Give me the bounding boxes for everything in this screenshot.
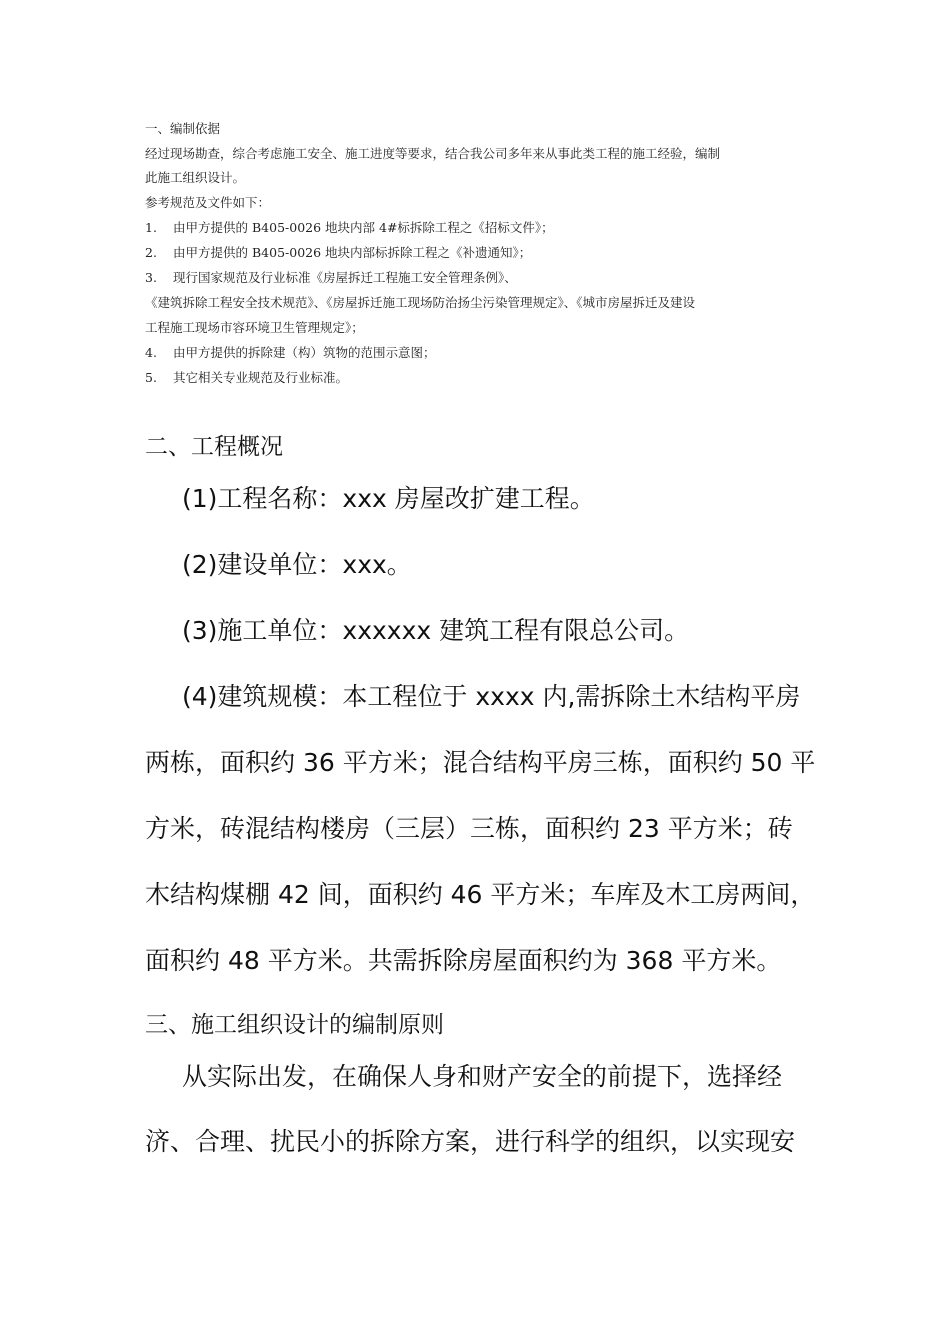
section1-para-line2: 此施工组织设计。 — [145, 170, 246, 185]
ref-item-1 — [145, 216, 820, 240]
ref-item-number: 4. — [145, 345, 157, 360]
section1-heading: 一、编制依据 — [145, 121, 221, 136]
ref-item-number: 5. — [145, 370, 157, 385]
section3-line2: 济、合理、扰民小的拆除方案，进行科学的组织，以实现安 — [145, 1127, 796, 1156]
section2-line2: (2)建设单位：xxx。 — [182, 550, 412, 579]
ref-item-3 — [145, 266, 820, 290]
section2-heading: 二、工程概况 — [145, 434, 283, 460]
ref-item-2 — [145, 241, 820, 265]
section2-line1: (1)工程名称：xxx 房屋改扩建工程。 — [182, 484, 595, 513]
section1-ref-intro: 参考规范及文件如下： — [145, 195, 271, 210]
ref-item-5 — [145, 366, 820, 390]
ref-item-3-cont2: 工程施工现场市容环境卫生管理规定》； — [145, 320, 364, 335]
ref-item-number: 3. — [145, 270, 157, 285]
ref-item-number: 2. — [145, 245, 157, 260]
section2-line6: 方米，砖混结构楼房（三层）三栋，面积约 23 平方米；砖 — [145, 814, 793, 843]
section2-line8: 面积约 48 平方米。共需拆除房屋面积约为 368 平方米。 — [145, 946, 782, 975]
ref-item-3-cont1: 《建筑拆除工程安全技术规范》、《房屋拆迁施工现场防治扬尘污染管理规定》、《城市房屋拆迁及建设 — [145, 295, 696, 310]
section3-line1: 从实际出发，在确保人身和财产安全的前提下，选择经 — [182, 1062, 783, 1091]
ref-item-number: 1. — [145, 220, 157, 235]
ref-item-text: 现行国家规范及行业标准《房屋拆迁工程施工安全管理条例》、 — [173, 270, 517, 285]
ref-item-text: 其它相关专业规范及行业标准。 — [173, 370, 349, 385]
section3-heading: 三、施工组织设计的编制原则 — [145, 1012, 444, 1038]
section2-line5: 两栋，面积约 36 平方米；混合结构平房三栋，面积约 50 平 — [145, 748, 816, 777]
ref-item-text: 由甲方提供的 B405-0026 地块内部 4#标拆除工程之《招标文件》； — [173, 220, 554, 235]
ref-item-text: 由甲方提供的拆除建（构）筑物的范围示意图； — [173, 345, 436, 360]
section2-line4: (4)建筑规模：本工程位于 xxxx 内,需拆除土木结构平房 — [182, 682, 801, 711]
section2-line3: (3)施工单位：xxxxxx 建筑工程有限总公司。 — [182, 616, 690, 645]
section1-para-line1: 经过现场勘查，综合考虑施工安全、施工进度等要求，结合我公司多年来从事此类工程的施工经验，编制 — [145, 146, 721, 161]
section2-line7: 木结构煤棚 42 间，面积约 46 平方米；车库及木工房两间， — [145, 880, 816, 909]
ref-item-4 — [145, 341, 820, 365]
ref-item-text: 由甲方提供的 B405-0026 地块内部标拆除工程之《补遗通知》； — [173, 245, 532, 260]
